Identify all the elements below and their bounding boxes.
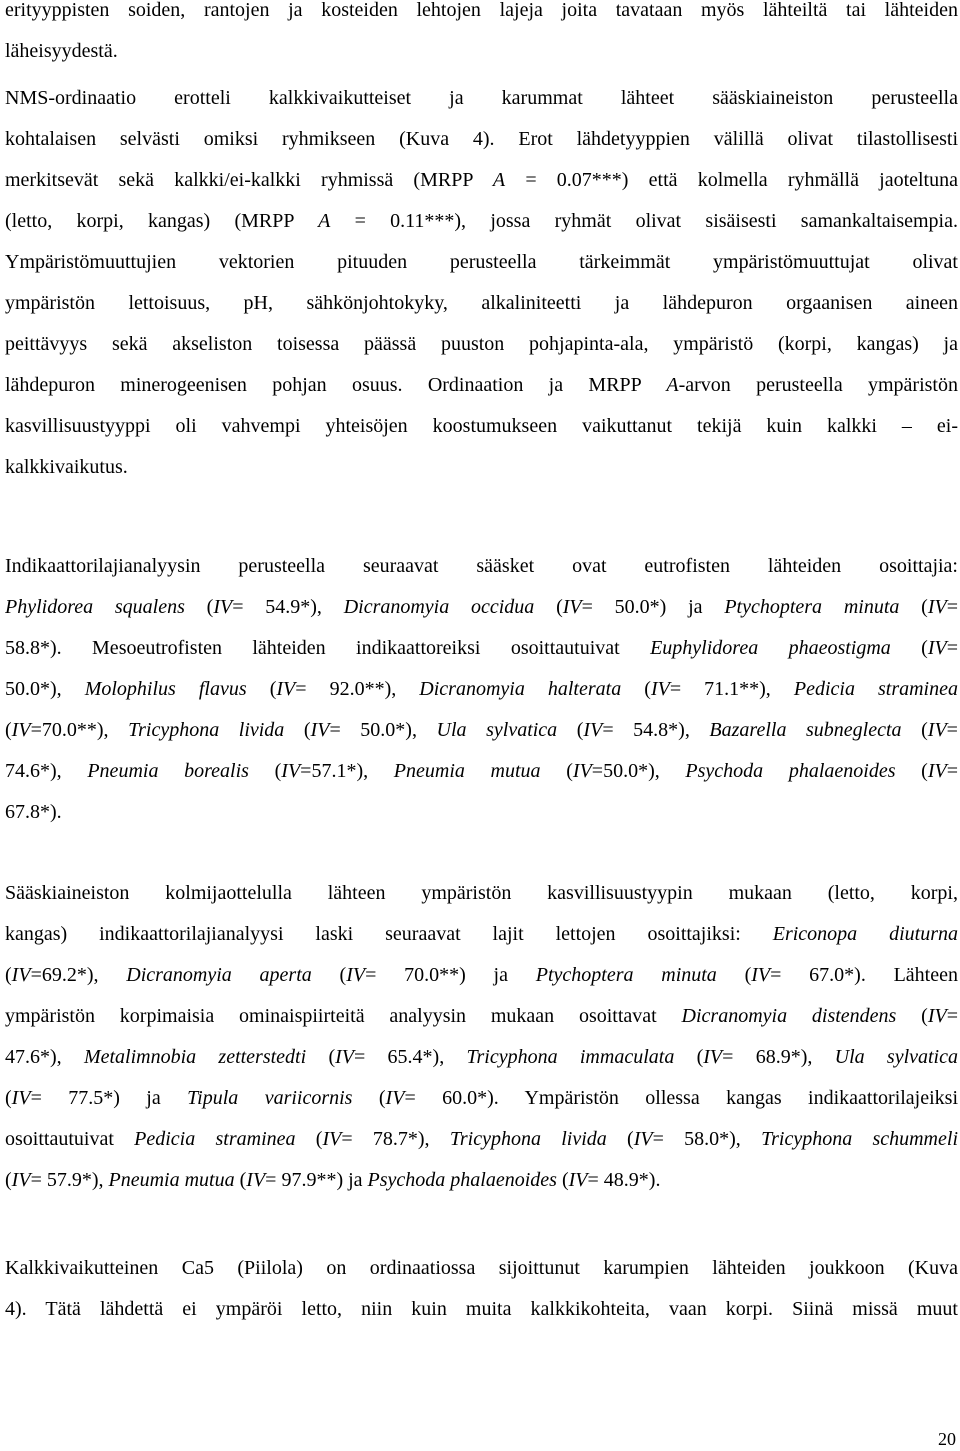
text-run: ( bbox=[895, 760, 928, 782]
italic-text: Pedicia straminea bbox=[793, 678, 958, 700]
italic-text: IV bbox=[927, 1005, 947, 1027]
text-run: ( bbox=[534, 596, 563, 618]
italic-text: A bbox=[492, 169, 506, 191]
text-run: ( bbox=[352, 1087, 386, 1109]
text-run: lähdepuron minerogeenisen pohjan osuus. Ordinaation ja MRPP bbox=[5, 374, 667, 396]
italic-text: Tricyphona immaculata bbox=[466, 1046, 675, 1068]
italic-text: Dicranomyia halterata bbox=[419, 678, 622, 700]
text-run: ( bbox=[556, 1169, 569, 1191]
text-run: 74.6*), bbox=[5, 760, 88, 782]
text-run: ( bbox=[246, 678, 277, 700]
text-line bbox=[5, 587, 958, 628]
text-run: ( bbox=[621, 678, 651, 700]
text-run: ( bbox=[248, 760, 282, 782]
italic-text: Dicranomyia occidua bbox=[343, 596, 535, 618]
text-line bbox=[5, 792, 958, 833]
text-line bbox=[5, 1289, 958, 1330]
text-line bbox=[5, 873, 958, 914]
text-run: = 0.11***), jossa ryhmät olivat sisäisesti samankaltaisempia. bbox=[330, 210, 958, 232]
text-run: ( bbox=[674, 1046, 704, 1068]
italic-text: A bbox=[666, 374, 679, 396]
italic-text: Euphylidorea phaeostigma bbox=[650, 637, 891, 659]
text-run: ( bbox=[5, 1087, 12, 1109]
text-run: ( bbox=[5, 719, 12, 741]
text-run: = 60.0*). Ympäristön ollessa kangas indikaattorilajeiksi bbox=[404, 1087, 958, 1109]
text-line bbox=[5, 628, 958, 669]
italic-text: Ptychoptera minuta bbox=[724, 596, 900, 618]
text-run: 4). Tätä lähdettä ei ympäröi letto, niin kuin muita kalkkikohteita, vaan korpi. Siinä missä muut bbox=[5, 1298, 958, 1320]
italic-text: Psychoda phalaenoides bbox=[367, 1169, 557, 1191]
text-run: =50.0*), bbox=[591, 760, 686, 782]
text-run: ( bbox=[557, 719, 584, 741]
text-run: ( bbox=[540, 760, 573, 782]
text-run: ( bbox=[890, 637, 928, 659]
text-run: = 78.7*), bbox=[341, 1128, 450, 1150]
text-run: = 71.1**), bbox=[669, 678, 794, 700]
text-run: =57.1*), bbox=[300, 760, 394, 782]
text-run: = 70.0**) ja bbox=[365, 964, 536, 986]
italic-text: IV bbox=[650, 678, 670, 700]
text-run: = 68.9*), bbox=[722, 1046, 835, 1068]
italic-text: IV bbox=[346, 964, 366, 986]
text-line bbox=[5, 324, 958, 365]
text-line bbox=[5, 31, 958, 72]
text-line bbox=[5, 1078, 958, 1119]
text-line bbox=[5, 1248, 958, 1289]
text-run: = bbox=[946, 719, 958, 741]
italic-text: IV bbox=[276, 678, 296, 700]
text-run: = 50.0*) ja bbox=[581, 596, 725, 618]
italic-text: Phylidorea squalens bbox=[5, 596, 185, 618]
text-run: NMS-ordinaatio erotteli kalkkivaikutteiset ja karummat lähteet sääskiaineiston perusteella bbox=[5, 87, 958, 109]
text-run: -arvon perusteella ympäristön bbox=[678, 374, 958, 396]
text-run: = 77.5*) ja bbox=[30, 1087, 188, 1109]
text-line bbox=[5, 996, 958, 1037]
text-line bbox=[5, 751, 958, 792]
text-run: = bbox=[946, 1005, 958, 1027]
italic-text: IV bbox=[213, 596, 233, 618]
text-run: 47.6*), bbox=[5, 1046, 84, 1068]
text-run: merkitsevät sekä kalkki/ei-kalkki ryhmissä (MRPP bbox=[5, 169, 493, 191]
text-run: = bbox=[946, 596, 958, 618]
text-run: 67.8*). bbox=[5, 801, 62, 823]
text-run: ympäristön korpimaisia ominaispiirteitä analyysin mukaan osoittavat bbox=[5, 1005, 682, 1027]
text-run: peittävyys sekä akseliston toisessa päässä puuston pohjapinta-ala, ympäristö (korpi, kangas) ja bbox=[5, 333, 958, 355]
text-line bbox=[5, 710, 958, 751]
italic-text: IV bbox=[568, 1169, 588, 1191]
italic-text: Bazarella subneglecta bbox=[709, 719, 902, 741]
text-run: = 50.0*), bbox=[329, 719, 437, 741]
text-line bbox=[5, 406, 958, 447]
text-run: ( bbox=[306, 1046, 336, 1068]
text-line bbox=[5, 1119, 958, 1160]
text-run: = 58.0*), bbox=[652, 1128, 762, 1150]
text-line bbox=[5, 914, 958, 955]
text-run: ( bbox=[899, 596, 928, 618]
text-run: = bbox=[946, 637, 958, 659]
text-run: ( bbox=[295, 1128, 323, 1150]
italic-text: Molophilus flavus bbox=[84, 678, 247, 700]
italic-text: Ula sylvatica bbox=[436, 719, 558, 741]
italic-text: Ericonopa diuturna bbox=[772, 923, 958, 945]
text-run: 50.0*), bbox=[5, 678, 85, 700]
italic-text: Dicranomyia distendens bbox=[681, 1005, 897, 1027]
text-line bbox=[5, 242, 958, 283]
text-run: ( bbox=[5, 1169, 12, 1191]
text-run: ( bbox=[896, 1005, 928, 1027]
italic-text: IV bbox=[927, 637, 947, 659]
italic-text: IV bbox=[11, 1169, 31, 1191]
italic-text: IV bbox=[11, 1087, 31, 1109]
italic-text: IV bbox=[927, 760, 947, 782]
italic-text: IV bbox=[322, 1128, 342, 1150]
text-run: = 67.0*). Lähteen bbox=[770, 964, 958, 986]
text-run: = 54.9*), bbox=[232, 596, 344, 618]
italic-text: IV bbox=[11, 719, 31, 741]
italic-text: IV bbox=[751, 964, 771, 986]
italic-text: Pneumia mutua bbox=[108, 1169, 235, 1191]
italic-text: IV bbox=[246, 1169, 266, 1191]
italic-text: IV bbox=[583, 719, 603, 741]
paragraph bbox=[5, 78, 958, 488]
text-run: ( bbox=[901, 719, 928, 741]
text-run: = 0.07***) että kolmella ryhmällä jaoteltuna bbox=[505, 169, 958, 191]
text-line bbox=[5, 955, 958, 996]
text-run: =70.0**), bbox=[30, 719, 129, 741]
text-run: osoittautuivat bbox=[5, 1128, 135, 1150]
italic-text: IV bbox=[281, 760, 301, 782]
text-line bbox=[5, 1037, 958, 1078]
text-line bbox=[5, 365, 958, 406]
italic-text: IV bbox=[385, 1087, 405, 1109]
text-run: kasvillisuustyyppi oli vahvempi yhteisöjen koostumukseen vaikuttanut tekijä kuin kalkki – ei- bbox=[5, 415, 958, 437]
italic-text: IV bbox=[927, 719, 947, 741]
text-run: erityyppisten soiden, rantojen ja kosteiden lehtojen lajeja joita tavataan myös lähteiltä tai lähteiden bbox=[5, 0, 958, 21]
text-run: = 65.4*), bbox=[354, 1046, 467, 1068]
text-run: ( bbox=[311, 964, 347, 986]
italic-text: IV bbox=[335, 1046, 355, 1068]
text-run: läheisyydestä. bbox=[5, 40, 118, 62]
text-line bbox=[5, 283, 958, 324]
paragraph bbox=[5, 873, 958, 1201]
text-line bbox=[5, 1160, 958, 1201]
text-run: = bbox=[946, 760, 958, 782]
text-line bbox=[5, 546, 958, 587]
italic-text: A bbox=[318, 210, 331, 232]
text-run: ( bbox=[5, 964, 12, 986]
italic-text: IV bbox=[633, 1128, 653, 1150]
text-run: ( bbox=[234, 1169, 247, 1191]
italic-text: IV bbox=[572, 760, 592, 782]
text-run: 58.8*). Mesoeutrofisten lähteiden indikaattoreiksi osoittautuivat bbox=[5, 637, 651, 659]
italic-text: Tipula variicornis bbox=[187, 1087, 353, 1109]
text-line bbox=[5, 160, 958, 201]
italic-text: IV bbox=[927, 596, 947, 618]
text-run: Ympäristömuuttujien vektorien pituuden perusteella tärkeimmät ympäristömuuttujat olivat bbox=[5, 251, 958, 273]
italic-text: Tricyphona livida bbox=[449, 1128, 607, 1150]
italic-text: Pneumia mutua bbox=[393, 760, 541, 782]
text-line bbox=[5, 78, 958, 119]
italic-text: IV bbox=[562, 596, 582, 618]
text-run: ( bbox=[606, 1128, 634, 1150]
italic-text: IV bbox=[703, 1046, 723, 1068]
italic-text: Tricyphona livida bbox=[128, 719, 285, 741]
paragraph bbox=[5, 0, 958, 72]
italic-text: Dicranomyia aperta bbox=[126, 964, 312, 986]
italic-text: Tricyphona schummeli bbox=[761, 1128, 958, 1150]
text-line bbox=[5, 119, 958, 160]
paragraph bbox=[5, 1248, 958, 1330]
italic-text: Metalimnobia zetterstedti bbox=[83, 1046, 307, 1068]
paragraph bbox=[5, 546, 958, 833]
text-run: = 92.0**), bbox=[295, 678, 420, 700]
italic-text: IV bbox=[11, 964, 31, 986]
italic-text: Psychoda phalaenoides bbox=[685, 760, 896, 782]
text-run: (letto, korpi, kangas) (MRPP bbox=[5, 210, 319, 232]
text-run: = 97.9**) ja bbox=[265, 1169, 368, 1191]
italic-text: IV bbox=[310, 719, 330, 741]
text-run: ( bbox=[184, 596, 214, 618]
text-line bbox=[5, 0, 958, 31]
text-run: Kalkkivaikutteinen Ca5 (Piilola) on ordinaatiossa sijoittunut karumpien lähteiden joukkoon (Kuva bbox=[5, 1257, 958, 1279]
text-run: kohtalaisen selvästi omiksi ryhmikseen (Kuva 4). Erot lähdetyyppien välillä olivat tilastollisesti bbox=[5, 128, 958, 150]
italic-text: Pneumia borealis bbox=[87, 760, 249, 782]
text-run: ympäristön lettoisuus, pH, sähkönjohtokyky, alkaliniteetti ja lähdepuron orgaanisen aineen bbox=[5, 292, 958, 314]
text-line bbox=[5, 201, 958, 242]
text-run: Indikaattorilajianalyysin perusteella seuraavat sääsket ovat eutrofisten lähteiden osoittajia: bbox=[5, 555, 958, 577]
text-run: = 48.9*). bbox=[587, 1169, 661, 1191]
italic-text: Ula sylvatica bbox=[834, 1046, 958, 1068]
text-run: = 54.8*), bbox=[602, 719, 710, 741]
text-run: Sääskiaineiston kolmijaottelulla lähteen ympäristön kasvillisuustyypin mukaan (letto, korpi, bbox=[5, 882, 958, 904]
text-line bbox=[5, 669, 958, 710]
italic-text: Ptychoptera minuta bbox=[535, 964, 717, 986]
italic-text: Pedicia straminea bbox=[134, 1128, 296, 1150]
text-run: ( bbox=[716, 964, 752, 986]
text-run: kalkkivaikutus. bbox=[5, 456, 128, 478]
text-run: ( bbox=[284, 719, 311, 741]
text-line bbox=[5, 447, 958, 488]
text-run: = 57.9*), bbox=[30, 1169, 109, 1191]
text-run: kangas) indikaattorilajianalyysi laski seuraavat lajit lettojen osoittajiksi: bbox=[5, 923, 773, 945]
text-run: =69.2*), bbox=[30, 964, 127, 986]
page-number: 20 bbox=[938, 1429, 956, 1449]
